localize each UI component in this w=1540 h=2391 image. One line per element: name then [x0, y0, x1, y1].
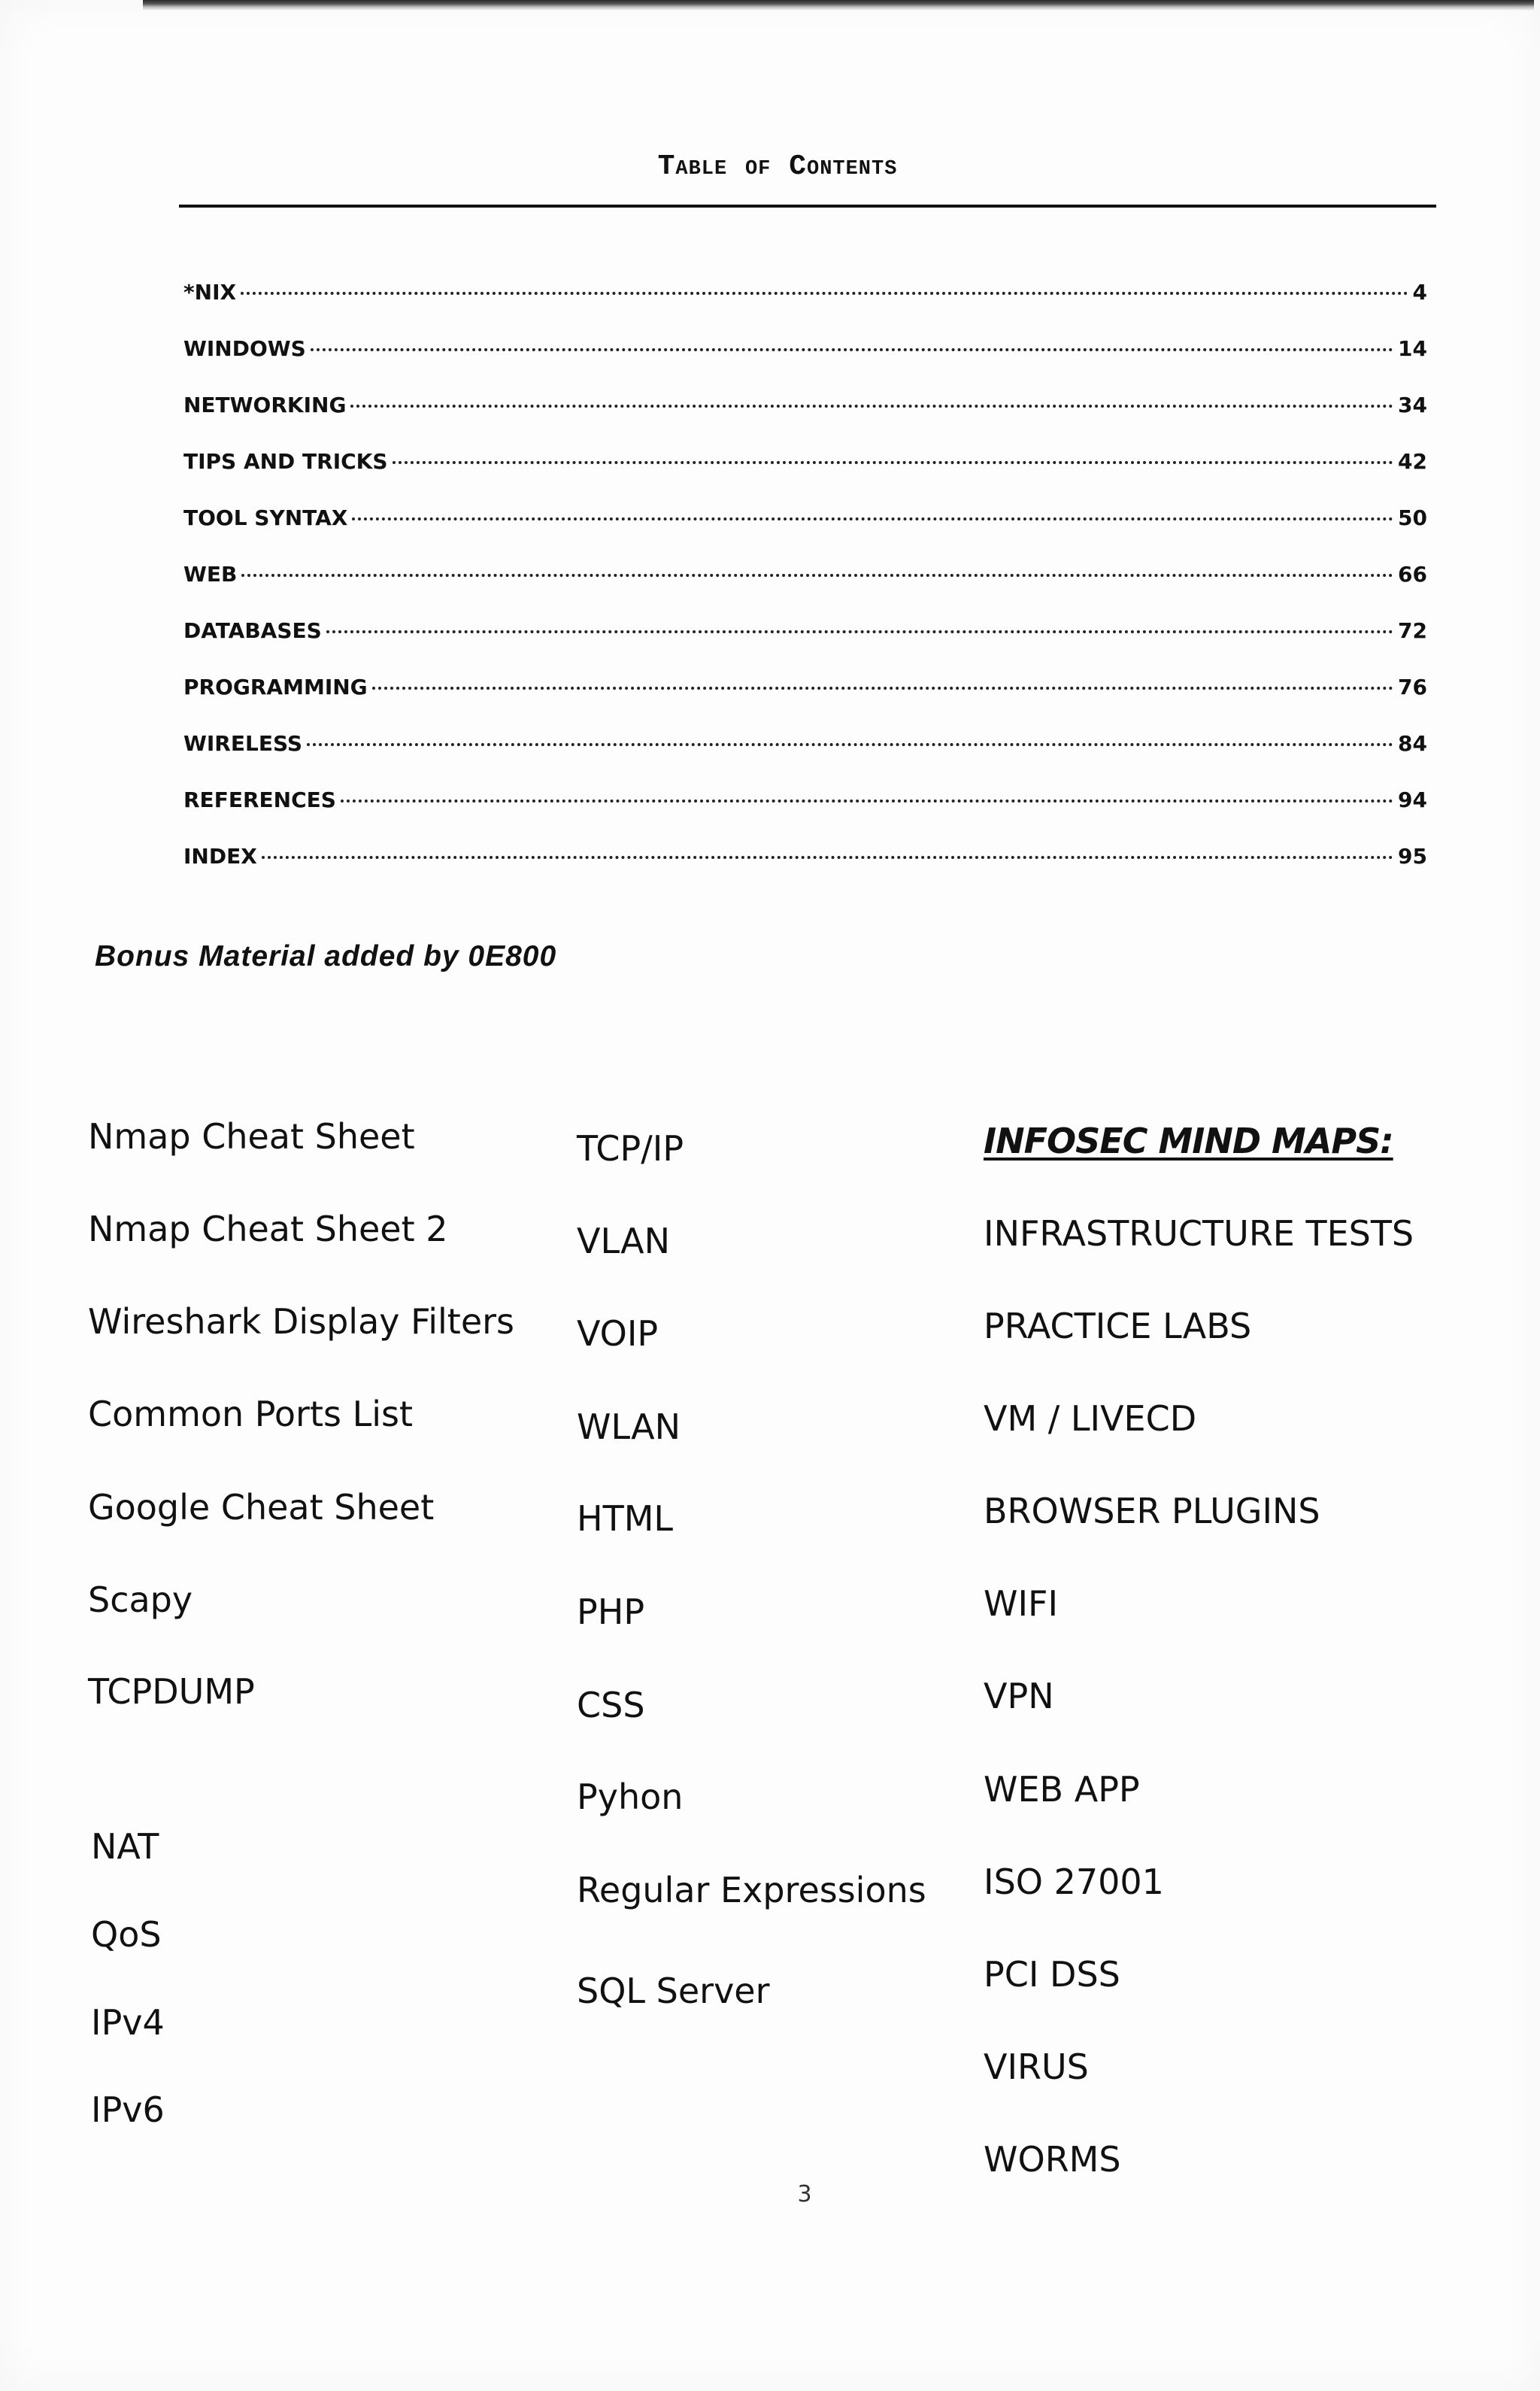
toc-entry-label: WIRELESS: [183, 731, 303, 756]
toc-entry-wireless[interactable]: [183, 731, 1427, 787]
link-google-cheat-sheet[interactable]: Google Cheat Sheet: [88, 1487, 435, 1528]
toc-entry-page: 84: [1398, 731, 1427, 756]
toc-entry-index[interactable]: [183, 844, 1427, 900]
toc-entry-tool-syntax[interactable]: [183, 505, 1427, 562]
link-sql-server[interactable]: SQL Server: [577, 1971, 770, 2011]
link-tcpdump[interactable]: TCPDUMP: [88, 1671, 255, 1712]
link-qos[interactable]: QoS: [91, 1914, 162, 1955]
toc-entry-label: DATABASES: [183, 618, 322, 643]
toc-entry-databases[interactable]: [183, 618, 1427, 675]
toc-dot-leader: [393, 461, 1393, 464]
toc-entry-label: PROGRAMMING: [183, 675, 368, 699]
toc-entry-page: 76: [1398, 675, 1427, 699]
toc-list: [183, 280, 1427, 900]
link-common-ports-list[interactable]: Common Ports List: [88, 1394, 413, 1434]
toc-dot-leader: [352, 517, 1393, 520]
toc-dot-leader: [241, 292, 1408, 295]
link-nmap-cheat-sheet[interactable]: Nmap Cheat Sheet: [88, 1116, 415, 1157]
toc-entry-web[interactable]: [183, 562, 1427, 618]
link-nmap-cheat-sheet-2[interactable]: Nmap Cheat Sheet 2: [88, 1209, 448, 1249]
toc-entry-page: 4: [1412, 280, 1427, 305]
toc-entry-page: 94: [1398, 787, 1427, 812]
link-html[interactable]: HTML: [577, 1498, 674, 1539]
page-number: 3: [797, 2181, 812, 2207]
link-vm-livecd[interactable]: VM / LIVECD: [984, 1398, 1197, 1439]
bonus-material-label: Bonus Material added by 0E800: [95, 940, 557, 972]
link-iso-27001[interactable]: ISO 27001: [984, 1862, 1164, 1902]
link-regular-expressions[interactable]: Regular Expressions: [577, 1870, 926, 1910]
link-wifi[interactable]: WIFI: [984, 1583, 1059, 1624]
toc-entry-label: NETWORKING: [183, 393, 347, 417]
toc-dot-leader: [241, 574, 1393, 577]
link-vlan[interactable]: VLAN: [577, 1221, 671, 1261]
toc-entry-tips-and-tricks[interactable]: [183, 449, 1427, 505]
link-practice-labs[interactable]: PRACTICE LABS: [984, 1306, 1252, 1346]
link-browser-plugins[interactable]: BROWSER PLUGINS: [984, 1491, 1320, 1531]
toc-entry-networking[interactable]: [183, 393, 1427, 449]
toc-dot-leader: [311, 348, 1393, 351]
link-vpn[interactable]: VPN: [984, 1676, 1054, 1716]
toc-entry-page: 66: [1398, 562, 1427, 587]
link-pyhon[interactable]: Pyhon: [577, 1777, 684, 1817]
toc-entry-label: REFERENCES: [183, 787, 336, 812]
toc-entry-page: 42: [1398, 449, 1427, 474]
toc-dot-leader: [326, 630, 1393, 633]
link-worms[interactable]: WORMS: [984, 2139, 1121, 2180]
toc-entry-page: 72: [1398, 618, 1427, 643]
link-wlan[interactable]: WLAN: [577, 1406, 681, 1447]
toc-entry-programming[interactable]: [183, 675, 1427, 731]
link-voip[interactable]: VOIP: [577, 1313, 659, 1354]
toc-entry-label: WINDOWS: [183, 336, 306, 361]
toc-entry-page: 95: [1398, 844, 1427, 869]
toc-entry-page: 50: [1398, 505, 1427, 530]
toc-entry-references[interactable]: [183, 787, 1427, 844]
toc-entry-label: TIPS AND TRICKS: [183, 449, 388, 474]
link-infrastructure-tests[interactable]: INFRASTRUCTURE TESTS: [984, 1213, 1414, 1254]
link-php[interactable]: PHP: [577, 1591, 645, 1632]
link-pci-dss[interactable]: PCI DSS: [984, 1954, 1120, 1995]
toc-entry-label: TOOL SYNTAX: [183, 505, 348, 530]
link-wireshark-display-filters[interactable]: Wireshark Display Filters: [88, 1301, 515, 1342]
infosec-mind-maps-heading[interactable]: INFOSEC MIND MAPS:: [984, 1121, 1393, 1161]
link-scapy[interactable]: Scapy: [88, 1579, 193, 1620]
link-tcp-ip[interactable]: TCP/IP: [577, 1128, 684, 1169]
toc-dot-leader: [341, 800, 1393, 803]
toc-dot-leader: [262, 856, 1393, 859]
link-ipv4[interactable]: IPv4: [91, 2002, 165, 2043]
link-ipv6[interactable]: IPv6: [91, 2089, 165, 2130]
toc-entry-nix[interactable]: [183, 280, 1427, 336]
toc-entry-label: *NIX: [183, 280, 237, 305]
link-virus[interactable]: VIRUS: [984, 2047, 1089, 2087]
toc-entry-windows[interactable]: [183, 336, 1427, 393]
toc-dot-leader: [372, 687, 1393, 690]
toc-dot-leader: [307, 743, 1393, 746]
toc-entry-label: INDEX: [183, 844, 257, 869]
toc-entry-page: 14: [1398, 336, 1427, 361]
toc-title-rule: [179, 205, 1436, 208]
toc-entry-page: 34: [1398, 393, 1427, 417]
scan-edge-shadow: [143, 0, 1534, 11]
link-css[interactable]: CSS: [577, 1685, 645, 1725]
toc-title: Table of Contents: [657, 150, 898, 183]
link-web-app[interactable]: WEB APP: [984, 1769, 1140, 1810]
toc-entry-label: WEB: [183, 562, 238, 587]
toc-dot-leader: [350, 405, 1393, 408]
link-nat[interactable]: NAT: [91, 1826, 159, 1867]
